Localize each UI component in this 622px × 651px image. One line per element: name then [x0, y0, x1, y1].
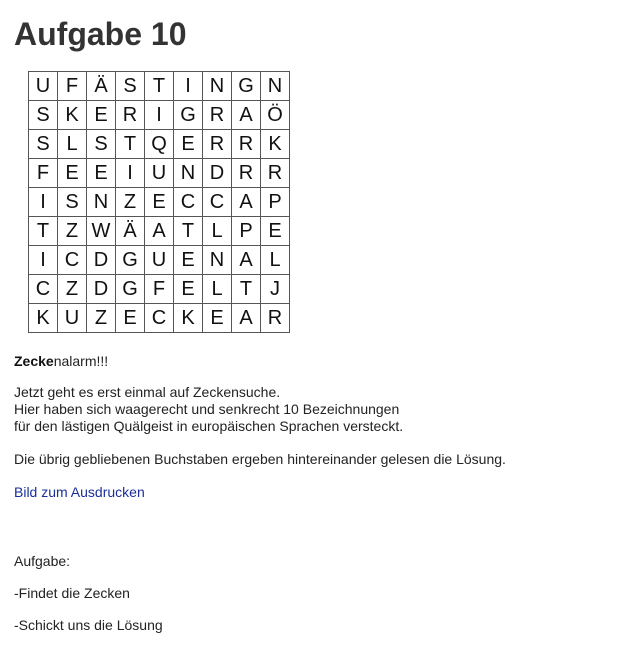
grid-cell: Z: [87, 304, 116, 333]
task-label: Aufgabe:: [14, 553, 71, 569]
grid-cell: G: [116, 275, 145, 304]
grid-row: [29, 130, 290, 159]
grid-row: [29, 72, 290, 101]
grid-cell: Z: [116, 188, 145, 217]
grid-cell: U: [145, 159, 174, 188]
grid-row: [29, 188, 290, 217]
grid-cell: N: [174, 159, 203, 188]
grid-cell: Ä: [87, 72, 116, 101]
grid-cell: Ä: [116, 217, 145, 246]
description: [14, 384, 608, 435]
grid-cell: I: [116, 159, 145, 188]
grid-cell: T: [174, 217, 203, 246]
intro-bold: Zecke: [14, 353, 54, 369]
grid-cell: U: [145, 246, 174, 275]
grid-cell: W: [87, 217, 116, 246]
letter-grid: [28, 71, 290, 333]
grid-cell: Z: [58, 275, 87, 304]
grid-cell: A: [232, 304, 261, 333]
grid-cell: S: [29, 130, 58, 159]
grid-cell: E: [58, 159, 87, 188]
letter-grid-body: [29, 72, 290, 333]
grid-cell: S: [116, 72, 145, 101]
grid-cell: U: [58, 304, 87, 333]
grid-cell: S: [29, 101, 58, 130]
grid-cell: R: [261, 159, 290, 188]
grid-cell: T: [29, 217, 58, 246]
grid-cell: F: [29, 159, 58, 188]
grid-cell: R: [232, 159, 261, 188]
grid-cell: R: [203, 101, 232, 130]
description-line-1: Jetzt geht es erst einmal auf Zeckensuche.: [14, 384, 281, 400]
grid-cell: Q: [145, 130, 174, 159]
grid-cell: R: [261, 304, 290, 333]
solution-text: Die übrig gebliebenen Buchstaben ergeben hintereinander gelesen die Lösung.: [14, 451, 506, 467]
grid-cell: C: [29, 275, 58, 304]
description-line-3: für den lästigen Quälgeist in europäischen Sprachen versteckt.: [14, 418, 404, 434]
grid-cell: S: [87, 130, 116, 159]
grid-cell: K: [29, 304, 58, 333]
grid-cell: C: [203, 188, 232, 217]
grid-cell: L: [261, 246, 290, 275]
grid-cell: L: [203, 275, 232, 304]
grid-cell: C: [145, 304, 174, 333]
grid-cell: T: [232, 275, 261, 304]
grid-cell: R: [116, 101, 145, 130]
grid-cell: D: [203, 159, 232, 188]
grid-cell: E: [87, 159, 116, 188]
grid-row: [29, 217, 290, 246]
grid-cell: F: [145, 275, 174, 304]
grid-cell: T: [116, 130, 145, 159]
grid-row: [29, 275, 290, 304]
grid-cell: G: [232, 72, 261, 101]
grid-cell: E: [116, 304, 145, 333]
grid-cell: S: [58, 188, 87, 217]
grid-cell: D: [87, 275, 116, 304]
grid-cell: F: [58, 72, 87, 101]
grid-cell: N: [261, 72, 290, 101]
grid-cell: E: [87, 101, 116, 130]
grid-cell: C: [58, 246, 87, 275]
grid-cell: J: [261, 275, 290, 304]
grid-cell: G: [116, 246, 145, 275]
grid-cell: P: [261, 188, 290, 217]
grid-cell: T: [145, 72, 174, 101]
grid-cell: U: [29, 72, 58, 101]
task-item-send: -Schickt uns die Lösung: [14, 617, 163, 633]
task-item-find: -Findet die Zecken: [14, 585, 130, 601]
grid-cell: I: [29, 188, 58, 217]
intro-rest: nalarm!!!: [53, 353, 109, 369]
grid-cell: L: [203, 217, 232, 246]
grid-cell: I: [29, 246, 58, 275]
grid-cell: G: [174, 101, 203, 130]
grid-cell: A: [145, 217, 174, 246]
intro-text: [14, 353, 608, 370]
grid-cell: E: [145, 188, 174, 217]
grid-cell: A: [232, 246, 261, 275]
grid-cell: K: [58, 101, 87, 130]
grid-cell: E: [174, 246, 203, 275]
grid-cell: Z: [58, 217, 87, 246]
grid-cell: E: [203, 304, 232, 333]
grid-cell: C: [174, 188, 203, 217]
grid-cell: R: [203, 130, 232, 159]
page-title: Aufgabe 10: [14, 16, 187, 52]
grid-cell: Ö: [261, 101, 290, 130]
grid-cell: E: [174, 275, 203, 304]
grid-cell: A: [232, 101, 261, 130]
grid-cell: K: [174, 304, 203, 333]
grid-cell: E: [174, 130, 203, 159]
grid-cell: R: [232, 130, 261, 159]
grid-cell: K: [261, 130, 290, 159]
grid-cell: I: [174, 72, 203, 101]
grid-cell: N: [203, 72, 232, 101]
grid-row: [29, 246, 290, 275]
grid-cell: N: [203, 246, 232, 275]
grid-cell: P: [232, 217, 261, 246]
grid-row: [29, 159, 290, 188]
grid-cell: N: [87, 188, 116, 217]
grid-cell: I: [145, 101, 174, 130]
print-image-link[interactable]: Bild zum Ausdrucken: [14, 484, 145, 500]
grid-row: [29, 101, 290, 130]
grid-cell: L: [58, 130, 87, 159]
grid-cell: E: [261, 217, 290, 246]
description-line-2: Hier haben sich waagerecht und senkrecht 10 Bezeichnungen: [14, 401, 400, 417]
grid-cell: A: [232, 188, 261, 217]
grid-row: [29, 304, 290, 333]
grid-cell: D: [87, 246, 116, 275]
